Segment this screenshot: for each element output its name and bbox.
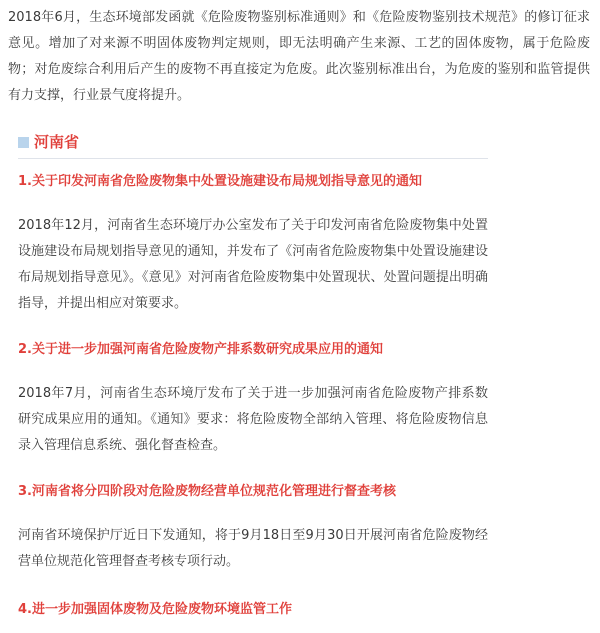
item-body-3: 河南省环境保护厅近日下发通知，将于9月18日至9月30日开展河南省危险废物经营单位规范化管理督查考核专项行动。: [18, 528, 488, 569]
item-heading-3: 3.河南省将分四阶段对危险废物经营单位规范化管理进行督查考核: [18, 484, 396, 499]
section-header: [18, 132, 488, 159]
section-title: 河南省: [34, 133, 80, 151]
intro-paragraph: 2018年6月，生态环境部发函就《危险废物鉴别标准通则》和《危险废物鉴别技术规范》的修订征求意见。增加了对来源不明固体废物判定规则，即无法明确产生来源、工艺的固体废物，属于危险废物；对危废综合利用后产生的废物不再直接定为危废。此次鉴别标准出台，为危废的鉴别和监管提供有力支撑，行业景气度将提升。: [8, 10, 590, 103]
item-body-1: 2018年12月，河南省生态环境厅办公室发布了关于印发河南省危险废物集中处置设施建设布局规划指导意见的通知，并发布了《河南省危险废物集中处置设施建设布局规划指导意见》。《意见》对河南省危险废物集中处置现状、处置问题提出明确指导，并提出相应对策要求。: [18, 218, 488, 311]
item-heading-1: 1.关于印发河南省危险废物集中处置设施建设布局规划指导意见的通知: [18, 174, 422, 189]
item-heading-2: 2.关于进一步加强河南省危险废物产排系数研究成果应用的通知: [18, 342, 383, 357]
square-marker-icon: [18, 137, 29, 148]
item-body-2: 2018年7月，河南省生态环境厅发布了关于进一步加强河南省危险废物产排系数研究成果应用的通知。《通知》要求：将危险废物全部纳入管理、将危险废物信息录入管理信息系统、强化督查检查。: [18, 386, 488, 453]
item-heading-4: 4.进一步加强固体废物及危险废物环境监管工作: [18, 602, 292, 617]
